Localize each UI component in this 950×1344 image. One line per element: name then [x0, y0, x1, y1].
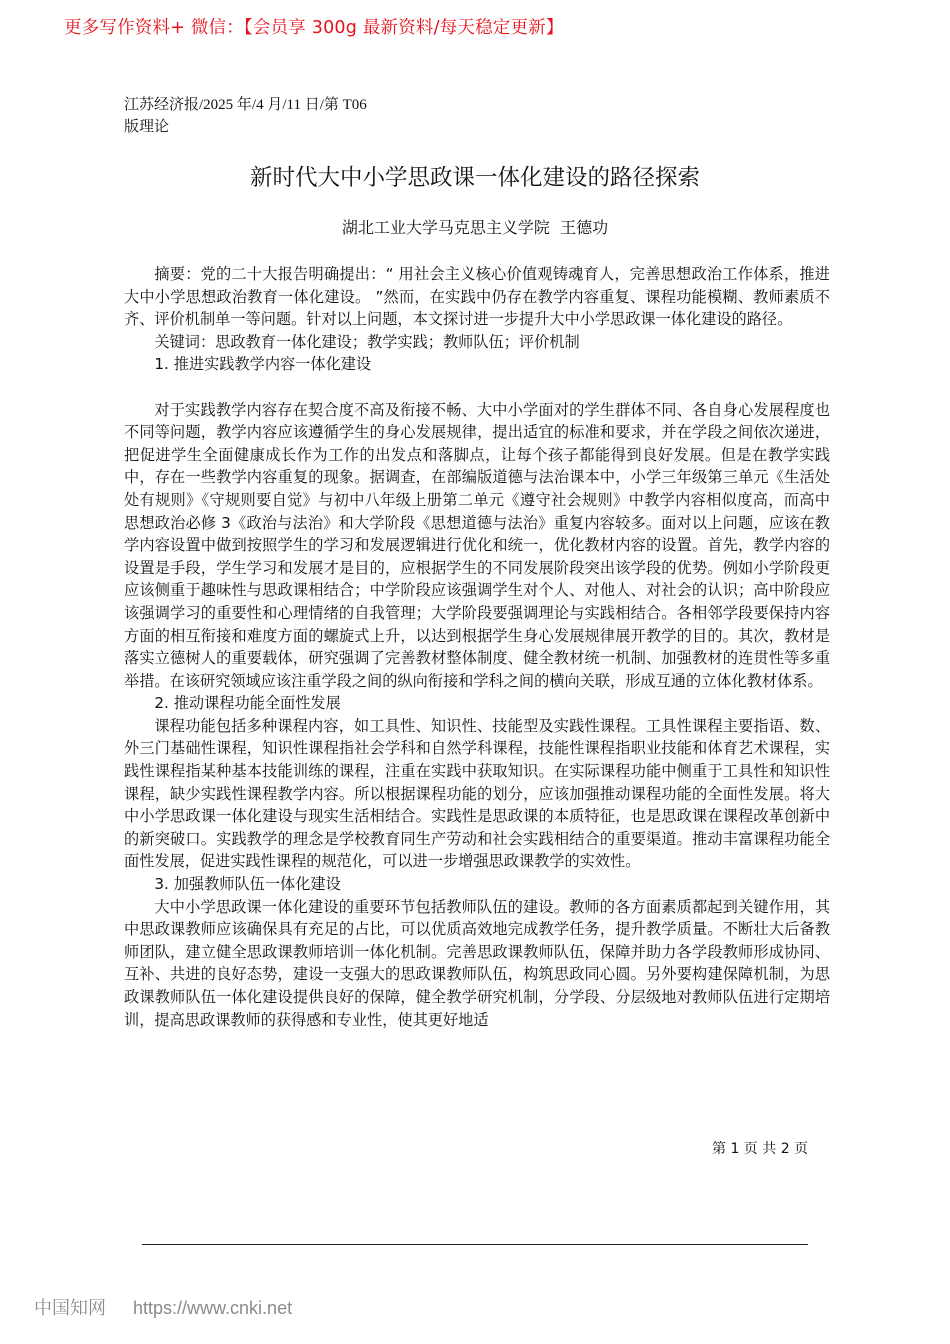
site-name: 中国知网	[34, 1298, 106, 1318]
article-title: 新时代大中小学思政课一体化建设的路径探索	[249, 165, 700, 191]
site-url[interactable]: https://www.cnki.net	[133, 1298, 293, 1318]
promo-banner: 更多写作资料+ 微信：【会员享 300g 最新资料/每天稳定更新】	[64, 18, 564, 38]
keywords: 关键词：思政教育一体化建设；教学实践；教师队伍；评价机制	[154, 332, 580, 351]
section-paragraph-2: 课程功能包括多种课程内容，如工具性、知识性、技能型及实践性课程。工具性课程主要指语、数、外三门基础性课程，知识性课程指社会学科和自然学科课程，技能性课程指职业技能和体育艺术课程，实践性课程指某种基本技能训练的课程，注重在实践中获取知识。在实际课程功能中侧重于工具性和知识性课程，缺少实践性课程教学内容。所以根据课程功能的划分，应该加强推动课程功能的全面性发展。将大中小学思政课一体化建设与现实生活相结合。实践性是思政课的本质特征，也是思政课在课程改革创新中的新突破口。实践教学的理念是学校教育同生产劳动和社会实践相结合的重要渠道。推动丰富课程功能全面性发展，促进实践性课程的规范化，可以进一步增强思政课教学的实效性。	[124, 716, 830, 871]
page-number: 第 1 页 共 2 页	[712, 1141, 809, 1157]
section-heading-2: 2. 推动课程功能全面性发展	[154, 694, 341, 713]
footer-watermark	[34, 1294, 292, 1320]
source-line-1: 江苏经济报/2025 年/4 月/11 日/第 T06	[124, 97, 367, 113]
footer-divider	[142, 1244, 808, 1245]
source-citation	[124, 94, 414, 138]
abstract: 摘要：党的二十大报告明确提出：“ 用社会主义核心价值观铸魂育人，完善思想政治工作体系，推进大中小学思想政治教育一体化建设。 ”然而，在实践中仍存在教学内容重复、课程功能模糊、教师素质不齐、评价机制单一等问题。针对以上问题，本文探讨进一步提升大中小学思政课一体化建设的路径。	[124, 265, 830, 329]
article-author: 湖北工业大学马克思主义学院 王德功	[341, 218, 609, 237]
article-body	[124, 263, 830, 1031]
spacer	[124, 376, 830, 399]
section-paragraph-3: 大中小学思政课一体化建设的重要环节包括教师队伍的建设。教师的各方面素质都起到关键作用，其中思政课教师应该确保具有充足的占比，可以优质高效地完成教学任务，提升教学质量。不断壮大后备教师团队，建立健全思政课教师培训一体化机制。完善思政课教师队伍，保障并助力各学段教师形成协同、互补、共进的良好态势，建设一支强大的思政课教师队伍，构筑思政同心圆。另外要构建保障机制，为思政课教师队伍一体化建设提供良好的保障，健全教学研究机制，分学段、分层级地对教师队伍进行定期培训，提高思政课教师的获得感和专业性，使其更好地适	[124, 897, 830, 1029]
source-line-2: 版理论	[124, 119, 170, 135]
section-heading-3: 3. 加强教师队伍一体化建设	[154, 875, 341, 894]
section-paragraph-1: 对于实践教学内容存在契合度不高及衔接不畅、大中小学面对的学生群体不同、各自身心发展程度也不同等问题，教学内容应该遵循学生的身心发展规律，提出适宜的标准和要求，并在学段之间依次递进，把促进学生全面健康成长作为工作的出发点和落脚点，让每个孩子都能得到良好发展。但是在教学实践中，存在一些教学内容重复的现象。据调查，在部编版道德与法治课本中，小学三年级第三单元《生活处处有规则》《守规则要自觉》与初中八年级上册第二单元《遵守社会规则》中教学内容相似度高，而高中思想政治必修 3《政治与法治》和大学阶段《思想道德与法治》重复内容较多。面对以上问题，应该在教学内容设置中做到按照学生的学习和发展逻辑进行优化和统一，优化教材内容的设置。首先，教学内容的设置是手段，学生学习和发展才是目的，应根据学生的不同发展阶段突出该学段的优势。例如小学阶段更应该侧重于趣味性与思政课相结合；中学阶段应该强调学生对个人、对他人、对社会的认识；高中阶段应该强调学习的重要性和心理情绪的自我管理；大学阶段要强调理论与实践相结合。各相邻学段要保持内容方面的相互衔接和难度方面的螺旋式上升，以达到根据学生身心发展规律展开教学的目的。其次，教材是落实立德树人的重要载体，研究强调了完善教材整体制度、健全教材统一机制、加强教材的连贯性等多重举措。在该研究领域应该注重学段之间的纵向衔接和学科之间的横向关联，形成互通的立体化教材体系。	[124, 400, 830, 690]
section-heading-1: 1. 推进实践教学内容一体化建设	[154, 355, 372, 374]
